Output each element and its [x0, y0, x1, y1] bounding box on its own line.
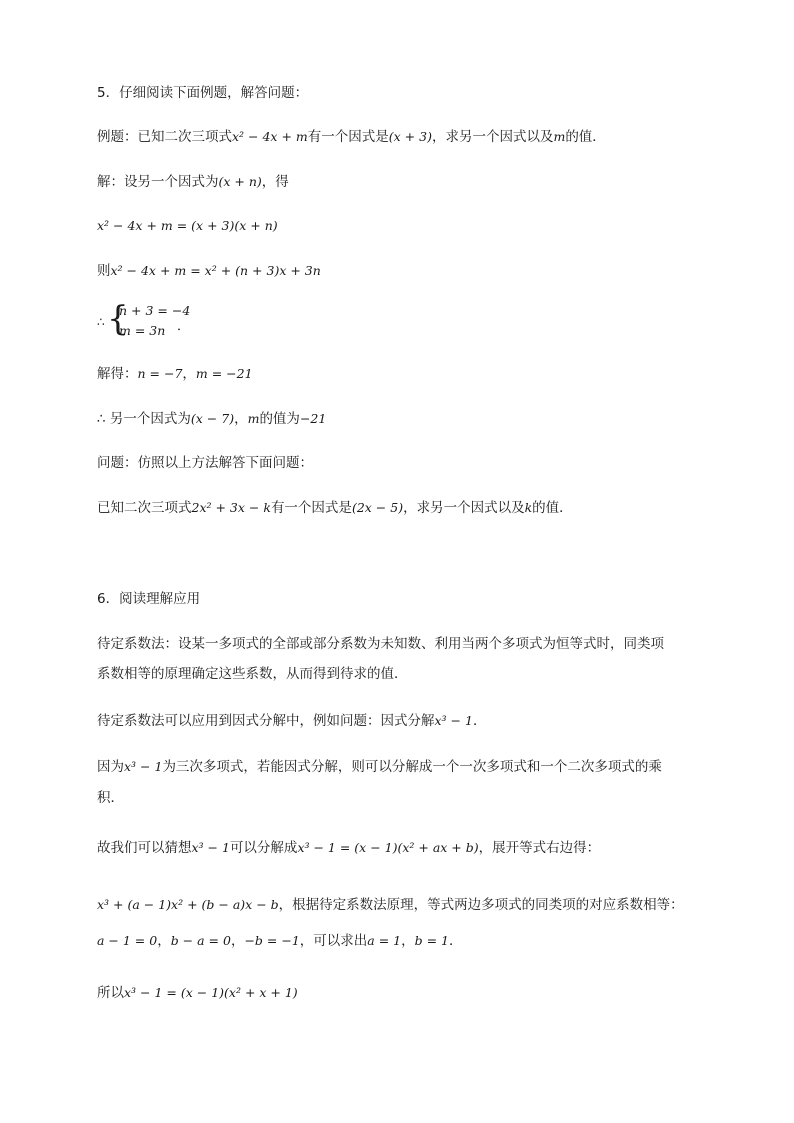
- q5-example: [97, 127, 606, 147]
- q5-example-expr: x² − 4x + m: [232, 129, 308, 144]
- q5-example-suffix: 的值．: [565, 129, 606, 145]
- q5-solution-intro: [97, 172, 289, 192]
- q5-example-factor: (x + 3): [388, 129, 432, 144]
- q5-conc-value: −21: [299, 411, 327, 426]
- q5-example-var: m: [553, 129, 566, 144]
- q5-prob-expr: 2x² + 3x − k: [191, 500, 271, 515]
- q6-p6-e1: a − 1 = 0: [97, 933, 158, 948]
- q5-sol-prefix: 解：设另一个因式为: [97, 174, 219, 190]
- q6-p2-expr: x³ − 1: [434, 713, 473, 728]
- q6-p3-expr: x³ − 1: [124, 759, 163, 774]
- q5-conc-var: m: [247, 411, 260, 426]
- q5-prob-mid1: 有一个因式是: [270, 500, 352, 516]
- system-brace: {: [107, 299, 129, 339]
- q5-sol-factor: (x + n): [218, 174, 262, 189]
- q5-prob-mid2: ，求另一个因式以及: [403, 500, 525, 516]
- q6-p5-expr: x³ + (a − 1)x² + (b − a)x − b: [97, 897, 279, 912]
- q6-para3: [97, 757, 662, 777]
- system-row-1: n + 3 = −4: [119, 303, 191, 318]
- q6-p6-s3: ，: [401, 933, 415, 949]
- system-row-2: m = 3n: [119, 323, 166, 338]
- q5-heading: 5．仔细阅读下面例题，解答问题：: [97, 85, 309, 101]
- q5-equation-system: [97, 300, 217, 342]
- q5-prob-prefix: 已知二次三项式: [97, 500, 192, 516]
- q6-p6-mid: ，可以求出: [299, 933, 368, 949]
- q6-para5: [97, 895, 684, 915]
- q5-solved-prefix: 解得：: [97, 366, 138, 382]
- q6-p4-mid: 可以分解成: [229, 840, 298, 856]
- q6-p7-expr: x³ − 1 = (x − 1)(x² + x + 1): [124, 985, 298, 1000]
- q5-conc-prefix: ∴ 另一个因式为: [97, 411, 191, 427]
- q6-p4-expr1: x³ − 1: [191, 840, 230, 855]
- q6-p2-suffix: ．: [472, 713, 487, 729]
- q5-sol-suffix: ，得: [261, 174, 289, 190]
- q6-p4-expr2: x³ − 1 = (x − 1)(x² + ax + b): [297, 840, 479, 855]
- q5-conc-factor: (x − 7): [190, 411, 235, 426]
- q5-problem-heading: 问题：仿照以上方法解答下面问题：: [97, 455, 313, 471]
- q6-heading: 6．阅读理解应用: [97, 591, 201, 607]
- q6-p6-s1: ，: [157, 933, 171, 949]
- q6-p7-prefix: 所以: [97, 985, 124, 1001]
- q6-p5-suffix: ，根据待定系数法原理，等式两边多项式的同类项的对应系数相等：: [278, 897, 684, 913]
- q6-para6: [97, 931, 462, 951]
- q6-p6-s2: ，: [230, 933, 245, 949]
- q6-para1-line2: 系数相等的原理确定这些系数，从而得到待求的值．: [97, 666, 408, 682]
- q5-solved-m: m = −21: [195, 366, 253, 381]
- q6-p3-suffix: 为三次多项式，若能因式分解，则可以分解成一个一次多项式和一个二次多项式的乘: [162, 759, 662, 775]
- q5-solved-n: n = −7: [137, 366, 183, 381]
- q5-prob-var: k: [524, 500, 533, 515]
- system-end: ．: [177, 319, 191, 334]
- q5-conc-mid: 的值为: [259, 411, 300, 427]
- q5-problem: [97, 498, 573, 518]
- q6-para4: [97, 838, 600, 858]
- q5-conc-sep: ，: [234, 411, 248, 427]
- q6-para2: [97, 711, 486, 731]
- q5-example-mid2: ，求另一个因式以及: [431, 129, 554, 145]
- q5-eq2-prefix: 则: [97, 263, 111, 279]
- q5-prob-factor: (2x − 5): [351, 500, 404, 515]
- q5-eq2-expr: x² − 4x + m = x² + (n + 3)x + 3n: [110, 263, 321, 278]
- q6-p2-prefix: 待定系数法可以应用到因式分解中，例如问题：因式分解: [97, 713, 435, 729]
- q5-conclusion: [97, 409, 326, 429]
- q6-p6-end: ．: [448, 933, 463, 949]
- q6-p6-e4: a = 1: [367, 933, 402, 948]
- q6-para3-line2: 积．: [97, 790, 124, 806]
- q6-para7: [97, 983, 298, 1003]
- q5-solved: [97, 364, 253, 384]
- q6-p6-e2: b − a = 0: [170, 933, 231, 948]
- q5-solved-sep: ，: [182, 366, 196, 382]
- therefore-symbol: ∴: [97, 315, 105, 329]
- q6-p3-prefix: 因为: [97, 759, 124, 775]
- q5-equation-1: x² − 4x + m = (x + 3)(x + n): [97, 218, 278, 233]
- q5-example-mid1: 有一个因式是: [307, 129, 389, 145]
- q5-example-prefix: 例题：已知二次三项式: [97, 129, 232, 145]
- q5-prob-suffix: 的值．: [532, 500, 573, 516]
- q5-equation-2: [97, 261, 321, 281]
- q6-p4-suffix: ，展开等式右边得：: [478, 840, 601, 856]
- q6-p6-e3: −b = −1: [244, 933, 300, 948]
- q6-para1-line1: 待定系数法：设某一多项式的全部或部分系数为未知数、利用当两个多项式为恒等式时，同类项: [97, 636, 664, 652]
- q6-p4-prefix: 故我们可以猜想: [97, 840, 192, 856]
- q6-p6-e5: b = 1: [414, 933, 449, 948]
